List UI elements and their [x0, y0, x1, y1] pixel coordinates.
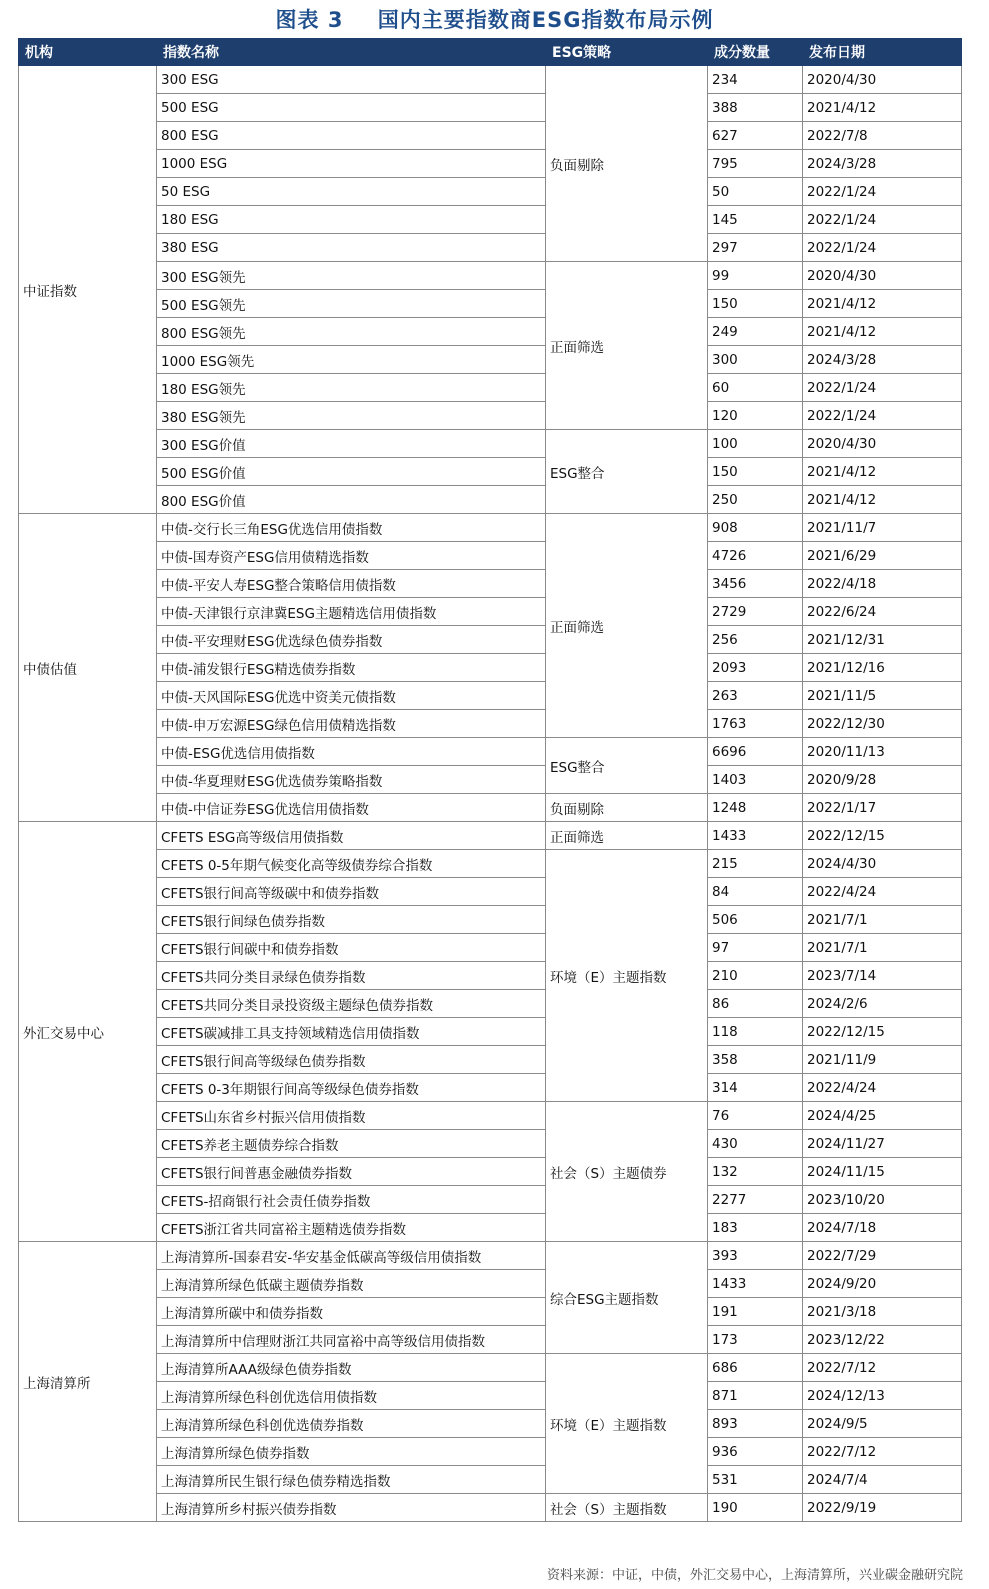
constituent-count-cell: 297	[708, 234, 803, 262]
constituent-count-cell: 215	[708, 850, 803, 878]
release-date-cell: 2024/12/13	[803, 1382, 962, 1410]
release-date-cell: 2021/4/12	[803, 486, 962, 514]
release-date-cell: 2021/4/12	[803, 94, 962, 122]
table-row	[19, 458, 962, 486]
table-row	[19, 1214, 962, 1242]
constituent-count-cell: 97	[708, 934, 803, 962]
release-date-cell: 2021/6/29	[803, 542, 962, 570]
constituent-count-cell: 893	[708, 1410, 803, 1438]
constituent-count-cell: 190	[708, 1494, 803, 1522]
constituent-count-cell: 2277	[708, 1186, 803, 1214]
release-date-cell: 2020/9/28	[803, 766, 962, 794]
index-name-cell: 800 ESG价值	[157, 486, 546, 514]
index-name-cell: 中债-平安理财ESG优选绿色债券指数	[157, 626, 546, 654]
release-date-cell: 2024/11/15	[803, 1158, 962, 1186]
index-name-cell: CFETS 0-3年期银行间高等级绿色债券指数	[157, 1074, 546, 1102]
table-header-row	[19, 39, 962, 66]
index-name-cell: 380 ESG领先	[157, 402, 546, 430]
table-row	[19, 626, 962, 654]
constituent-count-cell: 358	[708, 1046, 803, 1074]
table-row	[19, 598, 962, 626]
table-row	[19, 234, 962, 262]
release-date-cell: 2021/12/16	[803, 654, 962, 682]
index-name-cell: 中债-平安人寿ESG整合策略信用债指数	[157, 570, 546, 598]
release-date-cell: 2022/7/29	[803, 1242, 962, 1270]
table-row	[19, 570, 962, 598]
index-name-cell: CFETS-招商银行社会责任债券指数	[157, 1186, 546, 1214]
esg-index-table	[18, 38, 962, 1522]
index-name-cell: 中债-浦发银行ESG精选债券指数	[157, 654, 546, 682]
index-name-cell: 上海清算所中信理财浙江共同富裕中高等级信用债指数	[157, 1326, 546, 1354]
table-row	[19, 766, 962, 794]
constituent-count-cell: 1403	[708, 766, 803, 794]
table-row	[19, 318, 962, 346]
constituent-count-cell: 145	[708, 206, 803, 234]
constituent-count-cell: 1763	[708, 710, 803, 738]
index-name-cell: CFETS银行间高等级碳中和债券指数	[157, 878, 546, 906]
esg-strategy-cell: 正面筛选	[546, 514, 708, 738]
release-date-cell: 2020/4/30	[803, 262, 962, 290]
constituent-count-cell: 300	[708, 346, 803, 374]
release-date-cell: 2021/7/1	[803, 934, 962, 962]
release-date-cell: 2024/4/25	[803, 1102, 962, 1130]
table-row	[19, 94, 962, 122]
index-name-cell: 1000 ESG领先	[157, 346, 546, 374]
index-name-cell: 中债-中信证券ESG优选信用债指数	[157, 794, 546, 822]
constituent-count-cell: 936	[708, 1438, 803, 1466]
esg-strategy-cell: 环境（E）主题指数	[546, 850, 708, 1102]
index-name-cell: CFETS共同分类目录绿色债券指数	[157, 962, 546, 990]
release-date-cell: 2024/9/5	[803, 1410, 962, 1438]
table-row	[19, 542, 962, 570]
release-date-cell: 2021/4/12	[803, 290, 962, 318]
index-name-cell: 上海清算所乡村振兴债券指数	[157, 1494, 546, 1522]
index-name-cell: CFETS养老主题债券综合指数	[157, 1130, 546, 1158]
table-row	[19, 1466, 962, 1494]
esg-strategy-cell: 环境（E）主题指数	[546, 1354, 708, 1494]
index-name-cell: 上海清算所绿色低碳主题债券指数	[157, 1270, 546, 1298]
release-date-cell: 2021/11/9	[803, 1046, 962, 1074]
table-row	[19, 1242, 962, 1270]
release-date-cell: 2022/7/12	[803, 1438, 962, 1466]
constituent-count-cell: 173	[708, 1326, 803, 1354]
release-date-cell: 2022/9/19	[803, 1494, 962, 1522]
figure-number: 图表 3	[275, 8, 344, 32]
index-name-cell: 上海清算所绿色科创优选债券指数	[157, 1410, 546, 1438]
table-row	[19, 738, 962, 766]
constituent-count-cell: 263	[708, 682, 803, 710]
institution-cell: 中证指数	[19, 66, 157, 514]
release-date-cell: 2024/2/6	[803, 990, 962, 1018]
index-name-cell: 1000 ESG	[157, 150, 546, 178]
constituent-count-cell: 256	[708, 626, 803, 654]
release-date-cell: 2021/12/31	[803, 626, 962, 654]
table-row	[19, 962, 962, 990]
table-row	[19, 1074, 962, 1102]
release-date-cell: 2023/12/22	[803, 1326, 962, 1354]
esg-strategy-cell: 社会（S）主题指数	[546, 1494, 708, 1522]
constituent-count-cell: 388	[708, 94, 803, 122]
index-name-cell: 上海清算所民生银行绿色债券精选指数	[157, 1466, 546, 1494]
release-date-cell: 2022/1/24	[803, 402, 962, 430]
release-date-cell: 2022/6/24	[803, 598, 962, 626]
release-date-cell: 2022/1/24	[803, 206, 962, 234]
constituent-count-cell: 2729	[708, 598, 803, 626]
constituent-count-cell: 191	[708, 1298, 803, 1326]
index-name-cell: 上海清算所AAA级绿色债券指数	[157, 1354, 546, 1382]
table-row	[19, 1410, 962, 1438]
release-date-cell: 2022/1/24	[803, 374, 962, 402]
table-row	[19, 850, 962, 878]
index-name-cell: 300 ESG	[157, 66, 546, 94]
constituent-count-cell: 120	[708, 402, 803, 430]
constituent-count-cell: 183	[708, 1214, 803, 1242]
constituent-count-cell: 210	[708, 962, 803, 990]
index-name-cell: CFETS共同分类目录投资级主题绿色债券指数	[157, 990, 546, 1018]
index-name-cell: 中债-申万宏源ESG绿色信用债精选指数	[157, 710, 546, 738]
index-name-cell: 500 ESG价值	[157, 458, 546, 486]
index-name-cell: CFETS银行间普惠金融债券指数	[157, 1158, 546, 1186]
release-date-cell: 2023/10/20	[803, 1186, 962, 1214]
source-note: 资料来源：中证，中债，外汇交易中心，上海清算所，兴业碳金融研究院	[546, 1568, 963, 1583]
constituent-count-cell: 84	[708, 878, 803, 906]
institution-cell: 上海清算所	[19, 1242, 157, 1522]
esg-strategy-cell: 正面筛选	[546, 262, 708, 430]
table-row	[19, 934, 962, 962]
release-date-cell: 2024/9/20	[803, 1270, 962, 1298]
release-date-cell: 2022/4/24	[803, 878, 962, 906]
release-date-cell: 2020/4/30	[803, 430, 962, 458]
constituent-count-cell: 908	[708, 514, 803, 542]
index-name-cell: 180 ESG领先	[157, 374, 546, 402]
index-name-cell: CFETS ESG高等级信用债指数	[157, 822, 546, 850]
table-row	[19, 1298, 962, 1326]
table-row	[19, 178, 962, 206]
release-date-cell: 2024/7/18	[803, 1214, 962, 1242]
table-row	[19, 1382, 962, 1410]
constituent-count-cell: 1248	[708, 794, 803, 822]
constituent-count-cell: 3456	[708, 570, 803, 598]
table-row	[19, 262, 962, 290]
index-name-cell: 中债-天风国际ESG优选中资美元债指数	[157, 682, 546, 710]
release-date-cell: 2022/1/24	[803, 178, 962, 206]
constituent-count-cell: 430	[708, 1130, 803, 1158]
release-date-cell: 2020/11/13	[803, 738, 962, 766]
constituent-count-cell: 314	[708, 1074, 803, 1102]
release-date-cell: 2022/12/15	[803, 1018, 962, 1046]
constituent-count-cell: 99	[708, 262, 803, 290]
release-date-cell: 2024/11/27	[803, 1130, 962, 1158]
table-row	[19, 290, 962, 318]
table-row	[19, 1438, 962, 1466]
release-date-cell: 2021/4/12	[803, 318, 962, 346]
release-date-cell: 2021/4/12	[803, 458, 962, 486]
index-name-cell: CFETS山东省乡村振兴信用债指数	[157, 1102, 546, 1130]
table-row	[19, 654, 962, 682]
institution-cell: 外汇交易中心	[19, 822, 157, 1242]
constituent-count-cell: 76	[708, 1102, 803, 1130]
constituent-count-cell: 150	[708, 458, 803, 486]
header-institution: 机构	[19, 39, 157, 66]
constituent-count-cell: 627	[708, 122, 803, 150]
release-date-cell: 2024/3/28	[803, 150, 962, 178]
table-row	[19, 1018, 962, 1046]
release-date-cell: 2023/7/14	[803, 962, 962, 990]
release-date-cell: 2021/11/7	[803, 514, 962, 542]
table-row	[19, 1326, 962, 1354]
esg-strategy-cell: 负面剔除	[546, 794, 708, 822]
index-name-cell: CFETS银行间碳中和债券指数	[157, 934, 546, 962]
table-row	[19, 1046, 962, 1074]
index-name-cell: 500 ESG	[157, 94, 546, 122]
index-name-cell: 中债-交行长三角ESG优选信用债指数	[157, 514, 546, 542]
constituent-count-cell: 871	[708, 1382, 803, 1410]
figure-caption: 国内主要指数商ESG指数布局示例	[377, 8, 714, 32]
index-name-cell: 380 ESG	[157, 234, 546, 262]
header-release-date: 发布日期	[803, 39, 962, 66]
index-name-cell: CFETS 0-5年期气候变化高等级债券综合指数	[157, 850, 546, 878]
table-row	[19, 206, 962, 234]
index-name-cell: 上海清算所绿色科创优选信用债指数	[157, 1382, 546, 1410]
table-row	[19, 878, 962, 906]
index-name-cell: 中债-华夏理财ESG优选债券策略指数	[157, 766, 546, 794]
table-row	[19, 122, 962, 150]
constituent-count-cell: 234	[708, 66, 803, 94]
index-name-cell: 50 ESG	[157, 178, 546, 206]
release-date-cell: 2024/3/28	[803, 346, 962, 374]
index-name-cell: 180 ESG	[157, 206, 546, 234]
table-row	[19, 710, 962, 738]
table-row	[19, 794, 962, 822]
constituent-count-cell: 150	[708, 290, 803, 318]
constituent-count-cell: 6696	[708, 738, 803, 766]
release-date-cell: 2022/12/15	[803, 822, 962, 850]
table-row	[19, 374, 962, 402]
constituent-count-cell: 132	[708, 1158, 803, 1186]
header-index-name: 指数名称	[157, 39, 546, 66]
index-name-cell: 中债-国寿资产ESG信用债精选指数	[157, 542, 546, 570]
table-row	[19, 66, 962, 94]
table-row	[19, 1270, 962, 1298]
release-date-cell: 2022/4/18	[803, 570, 962, 598]
index-name-cell: 500 ESG领先	[157, 290, 546, 318]
constituent-count-cell: 506	[708, 906, 803, 934]
index-name-cell: 中债-天津银行京津冀ESG主题精选信用债指数	[157, 598, 546, 626]
constituent-count-cell: 250	[708, 486, 803, 514]
index-name-cell: 上海清算所碳中和债券指数	[157, 1298, 546, 1326]
constituent-count-cell: 118	[708, 1018, 803, 1046]
index-name-cell: 800 ESG	[157, 122, 546, 150]
index-name-cell: 800 ESG领先	[157, 318, 546, 346]
release-date-cell: 2022/4/24	[803, 1074, 962, 1102]
constituent-count-cell: 795	[708, 150, 803, 178]
table-row	[19, 1158, 962, 1186]
constituent-count-cell: 531	[708, 1466, 803, 1494]
index-name-cell: 中债-ESG优选信用债指数	[157, 738, 546, 766]
constituent-count-cell: 1433	[708, 1270, 803, 1298]
release-date-cell: 2021/7/1	[803, 906, 962, 934]
release-date-cell: 2021/3/18	[803, 1298, 962, 1326]
table-row	[19, 1494, 962, 1522]
index-name-cell: CFETS银行间绿色债券指数	[157, 906, 546, 934]
esg-strategy-cell: 负面剔除	[546, 66, 708, 262]
release-date-cell: 2024/4/30	[803, 850, 962, 878]
index-name-cell: CFETS浙江省共同富裕主题精选债券指数	[157, 1214, 546, 1242]
release-date-cell: 2022/7/8	[803, 122, 962, 150]
index-name-cell: 上海清算所绿色债券指数	[157, 1438, 546, 1466]
figure-title	[0, 4, 989, 34]
release-date-cell: 2021/11/5	[803, 682, 962, 710]
release-date-cell: 2022/1/24	[803, 234, 962, 262]
table-row	[19, 150, 962, 178]
table-row	[19, 682, 962, 710]
constituent-count-cell: 1433	[708, 822, 803, 850]
release-date-cell: 2022/1/17	[803, 794, 962, 822]
constituent-count-cell: 86	[708, 990, 803, 1018]
table-row	[19, 1102, 962, 1130]
table-row	[19, 1130, 962, 1158]
index-name-cell: 上海清算所-国泰君安-华安基金低碳高等级信用债指数	[157, 1242, 546, 1270]
esg-strategy-cell: ESG整合	[546, 430, 708, 514]
esg-strategy-cell: 综合ESG主题指数	[546, 1242, 708, 1354]
table-row	[19, 990, 962, 1018]
index-name-cell: CFETS碳减排工具支持领域精选信用债指数	[157, 1018, 546, 1046]
esg-strategy-cell: 正面筛选	[546, 822, 708, 850]
table-row	[19, 346, 962, 374]
esg-strategy-cell: 社会（S）主题债券	[546, 1102, 708, 1242]
constituent-count-cell: 2093	[708, 654, 803, 682]
index-name-cell: 300 ESG领先	[157, 262, 546, 290]
constituent-count-cell: 50	[708, 178, 803, 206]
table-row	[19, 514, 962, 542]
table-row	[19, 1354, 962, 1382]
header-constituent-count: 成分数量	[708, 39, 803, 66]
header-esg-strategy: ESG策略	[546, 39, 708, 66]
release-date-cell: 2020/4/30	[803, 66, 962, 94]
constituent-count-cell: 249	[708, 318, 803, 346]
table-row	[19, 402, 962, 430]
constituent-count-cell: 100	[708, 430, 803, 458]
table-row	[19, 486, 962, 514]
esg-strategy-cell: ESG整合	[546, 738, 708, 794]
table-row	[19, 1186, 962, 1214]
constituent-count-cell: 393	[708, 1242, 803, 1270]
institution-cell: 中债估值	[19, 514, 157, 822]
table-body	[19, 66, 962, 1522]
release-date-cell: 2022/12/30	[803, 710, 962, 738]
table-row	[19, 430, 962, 458]
constituent-count-cell: 4726	[708, 542, 803, 570]
table-row	[19, 822, 962, 850]
release-date-cell: 2022/7/12	[803, 1354, 962, 1382]
release-date-cell: 2024/7/4	[803, 1466, 962, 1494]
constituent-count-cell: 60	[708, 374, 803, 402]
index-name-cell: CFETS银行间高等级绿色债券指数	[157, 1046, 546, 1074]
constituent-count-cell: 686	[708, 1354, 803, 1382]
table-row	[19, 906, 962, 934]
index-name-cell: 300 ESG价值	[157, 430, 546, 458]
